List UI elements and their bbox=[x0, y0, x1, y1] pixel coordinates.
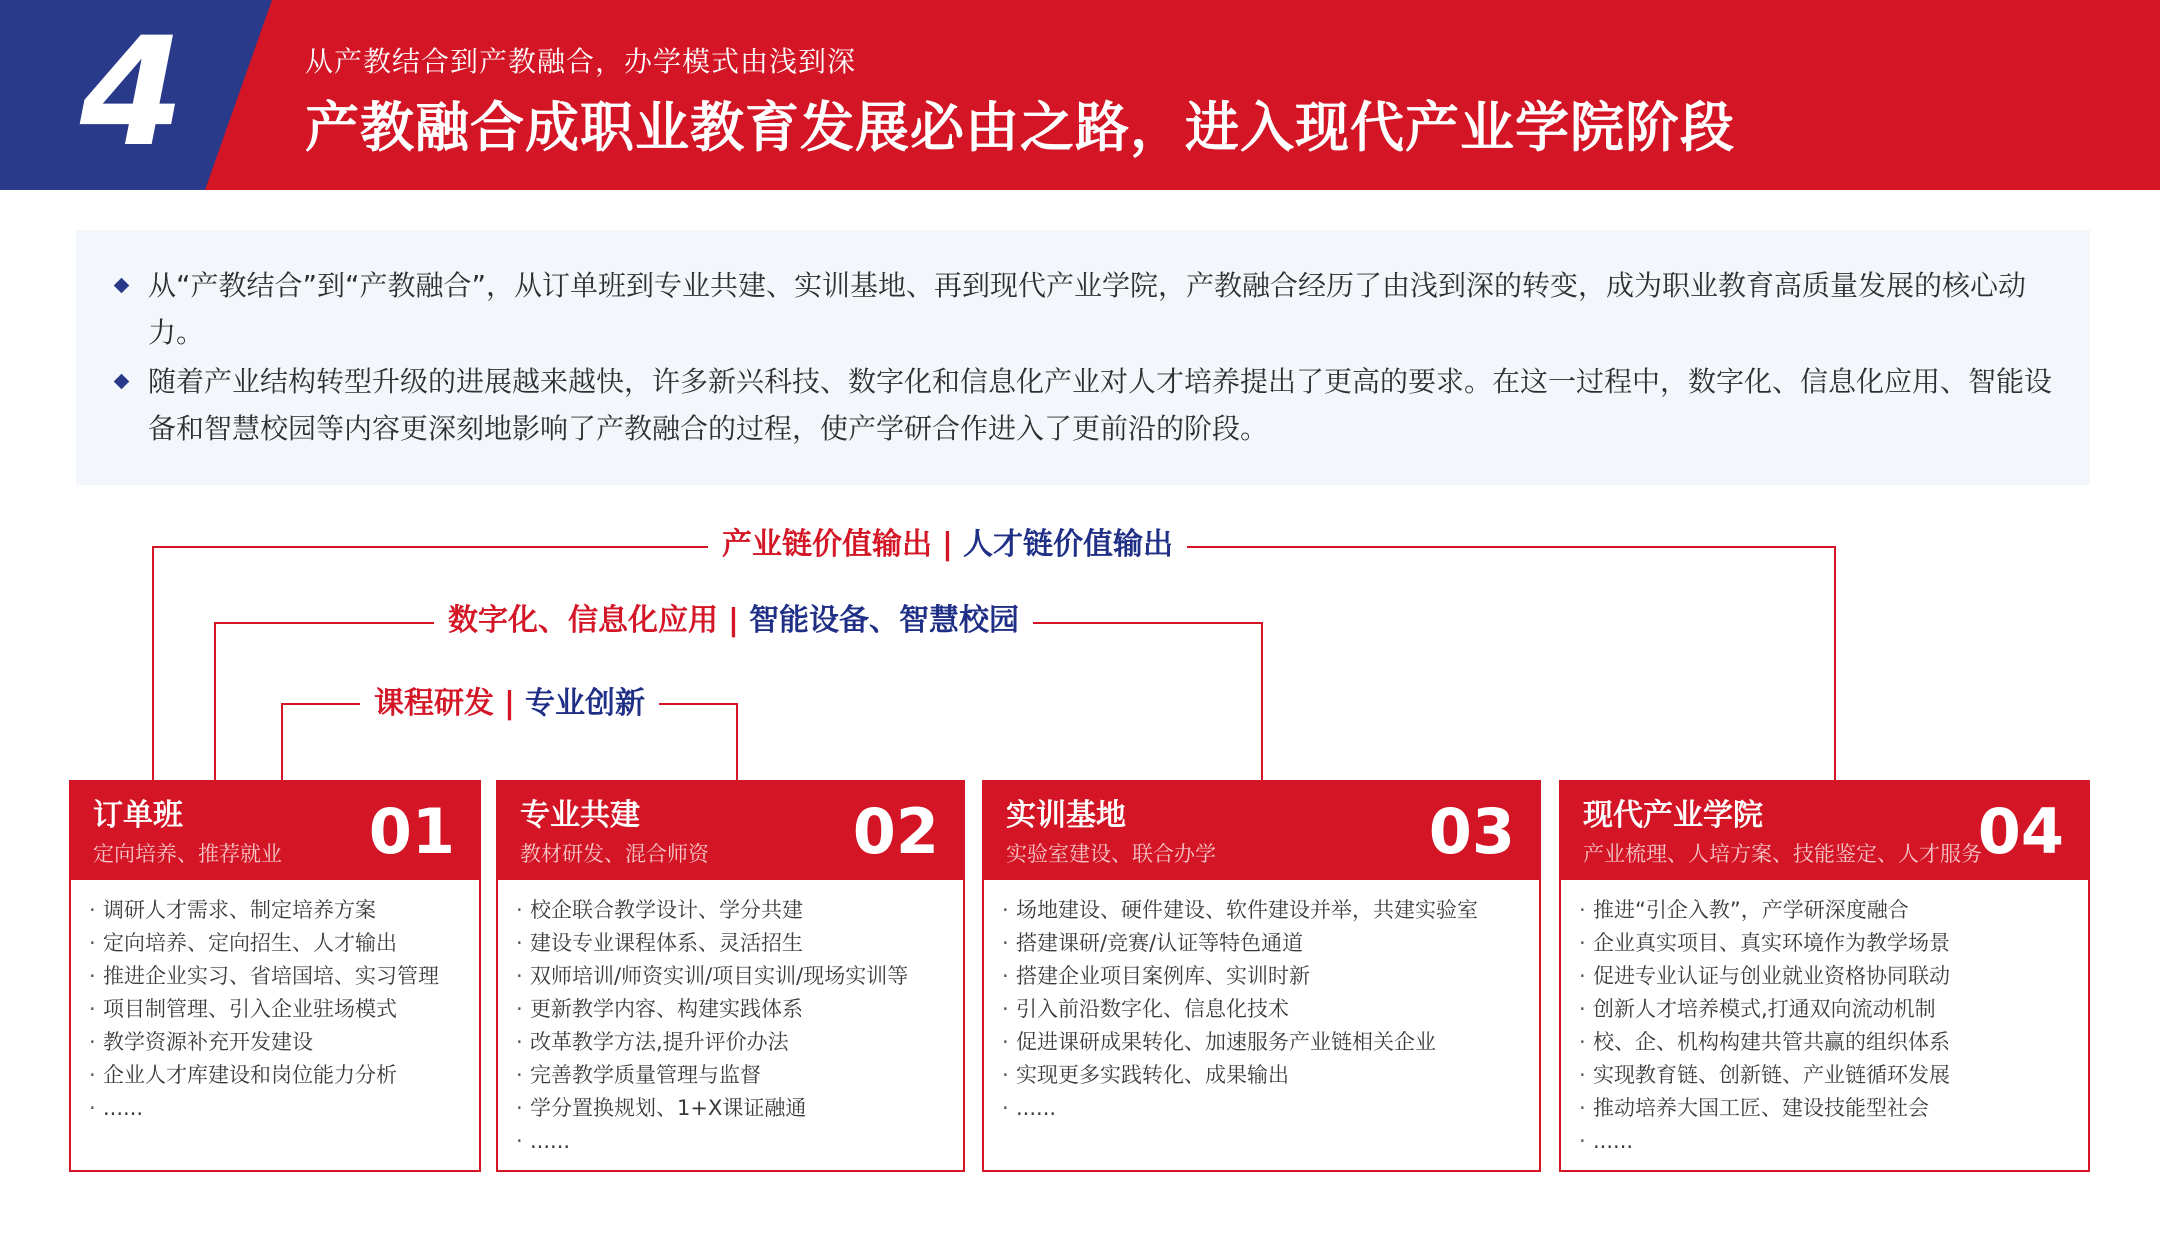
stage-card-04 bbox=[1559, 780, 2090, 1172]
list-item: · ...... bbox=[516, 1125, 955, 1158]
list-item: · 企业人才库建设和岗位能力分析 bbox=[89, 1059, 471, 1092]
list-item: · 促进专业认证与创业就业资格协同联动 bbox=[1579, 960, 2080, 993]
card-title: 专业共建 bbox=[520, 798, 640, 833]
card-item-list bbox=[1579, 894, 2080, 1158]
card-subtitle: 定向培养、推荐就业 bbox=[93, 842, 282, 866]
list-item: · 建设专业课程体系、灵活招生 bbox=[516, 927, 955, 960]
card-item-list bbox=[516, 894, 955, 1158]
list-item: · 校、企、机构构建共管共赢的组织体系 bbox=[1579, 1026, 2080, 1059]
list-item: · 引入前沿数字化、信息化技术 bbox=[1002, 993, 1531, 1026]
list-item: · 场地建设、硬件建设、软件建设并举，共建实验室 bbox=[1002, 894, 1531, 927]
list-item: · 双师培训/师资实训/项目实训/现场实训等 bbox=[516, 960, 955, 993]
card-header bbox=[498, 782, 963, 880]
list-item: · 推动培养大国工匠、建设技能型社会 bbox=[1579, 1092, 2080, 1125]
stage-card-03 bbox=[982, 780, 1541, 1172]
list-item: · 学分置换规划、1+X课证融通 bbox=[516, 1092, 955, 1125]
intro-bullet-text: 从“产教结合”到“产教融合”，从订单班到专业共建、实训基地、再到现代产业学院，产教融合经历了由浅到深的转变，成为职业教育高质量发展的核心动力。 bbox=[148, 269, 2027, 349]
card-subtitle: 实验室建设、联合办学 bbox=[1006, 842, 1216, 866]
list-item: · 促进课研成果转化、加速服务产业链相关企业 bbox=[1002, 1026, 1531, 1059]
list-item: · ...... bbox=[89, 1092, 471, 1125]
list-item: · 更新教学内容、构建实践体系 bbox=[516, 993, 955, 1026]
card-title: 现代产业学院 bbox=[1583, 798, 1763, 833]
connector-label-outer bbox=[708, 525, 1187, 565]
card-header bbox=[984, 782, 1539, 880]
list-item: · 调研人才需求、制定培养方案 bbox=[89, 894, 471, 927]
list-item: · 推进“引企入教”，产学研深度融合 bbox=[1579, 894, 2080, 927]
page-subtitle: 从产教结合到产教融合，办学模式由浅到深 bbox=[305, 45, 857, 78]
list-item: · 校企联合教学设计、学分共建 bbox=[516, 894, 955, 927]
card-item-list bbox=[89, 894, 471, 1125]
card-header bbox=[71, 782, 479, 880]
list-item: · ...... bbox=[1002, 1092, 1531, 1125]
card-title: 实训基地 bbox=[1006, 798, 1126, 833]
intro-bullet-text: 随着产业结构转型升级的进展越来越快，许多新兴科技、数字化和信息化产业对人才培养提出了更高的要求。在这一过程中，数字化、信息化应用、智能设备和智慧校园等内容更深刻地影响了产教融合的过程，使产学研合作进入了更前沿的阶段。 bbox=[148, 365, 2053, 445]
label-separator: | bbox=[942, 527, 953, 562]
card-number: 03 bbox=[1428, 795, 1515, 868]
list-item: · 定向培养、定向招生、人才输出 bbox=[89, 927, 471, 960]
card-item-list bbox=[1002, 894, 1531, 1125]
connector-label-inner bbox=[360, 684, 659, 724]
list-item: · 搭建课研/竞赛/认证等特色通道 bbox=[1002, 927, 1531, 960]
connector-label-right: 专业创新 bbox=[524, 686, 645, 721]
connector-line-outer bbox=[153, 547, 1835, 781]
list-item: · 教学资源补充开发建设 bbox=[89, 1026, 471, 1059]
card-subtitle: 教材研发、混合师资 bbox=[520, 842, 709, 866]
label-separator: | bbox=[504, 686, 515, 721]
card-number: 02 bbox=[852, 795, 939, 868]
page-title: 产教融合成职业教育发展必由之路，进入现代产业学院阶段 bbox=[305, 96, 1735, 159]
section-number: 4 bbox=[79, 6, 185, 180]
list-item: · 推进企业实习、省培国培、实习管理 bbox=[89, 960, 471, 993]
list-item: · 改革教学方法,提升评价办法 bbox=[516, 1026, 955, 1059]
label-separator: | bbox=[728, 603, 739, 638]
connector-label-left: 产业链价值输出 bbox=[722, 527, 932, 562]
list-item: · ...... bbox=[1579, 1125, 2080, 1158]
list-item: · 搭建企业项目案例库、实训时新 bbox=[1002, 960, 1531, 993]
list-item: · 项目制管理、引入企业驻场模式 bbox=[89, 993, 471, 1026]
list-item: · 企业真实项目、真实环境作为教学场景 bbox=[1579, 927, 2080, 960]
list-item: · 完善教学质量管理与监督 bbox=[516, 1059, 955, 1092]
card-title: 订单班 bbox=[93, 798, 183, 833]
connector-label-right: 人才链价值输出 bbox=[962, 527, 1173, 562]
connector-label-middle bbox=[434, 601, 1033, 641]
list-item: · 实现教育链、创新链、产业链循环发展 bbox=[1579, 1059, 2080, 1092]
card-subtitle: 产业梳理、人培方案、技能鉴定、人才服务 bbox=[1583, 842, 1982, 866]
stage-card-02 bbox=[496, 780, 965, 1172]
list-item: · 实现更多实践转化、成果输出 bbox=[1002, 1059, 1531, 1092]
stage-card-01 bbox=[69, 780, 481, 1172]
connector-label-right: 智能设备、智慧校园 bbox=[748, 603, 1019, 638]
connector-label-left: 课程研发 bbox=[374, 686, 494, 721]
list-item: · 创新人才培养模式,打通双向流动机制 bbox=[1579, 993, 2080, 1026]
card-number: 04 bbox=[1977, 795, 2064, 868]
connector-label-left: 数字化、信息化应用 bbox=[448, 603, 718, 638]
card-header bbox=[1561, 782, 2088, 880]
card-number: 01 bbox=[368, 795, 455, 868]
